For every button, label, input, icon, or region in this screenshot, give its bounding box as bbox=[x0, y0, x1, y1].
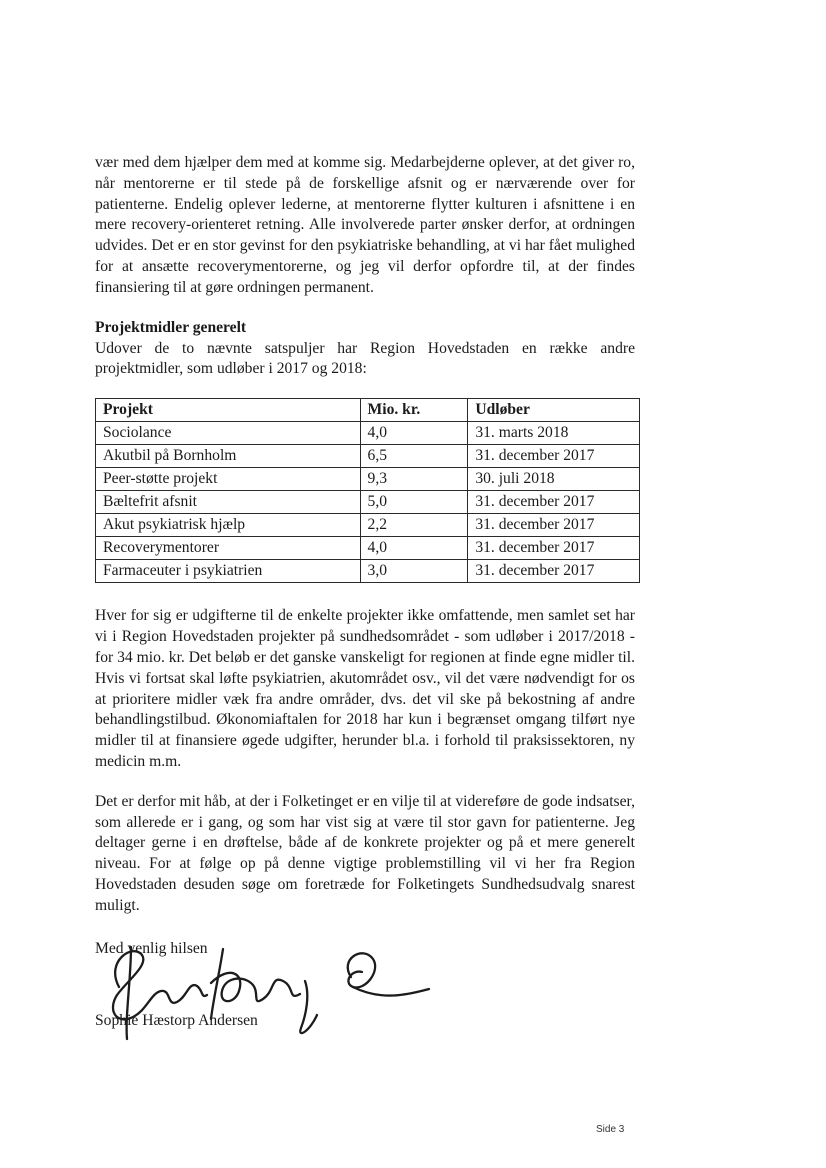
cell-project: Farmaceuter i psykiatrien bbox=[96, 560, 361, 583]
cell-project: Recoverymentorer bbox=[96, 537, 361, 560]
signature-name: Sophie Hæstorp Andersen bbox=[95, 1012, 258, 1030]
projects-table bbox=[95, 398, 640, 583]
paragraph-1: vær med dem hjælper dem med at komme sig. Medarbejderne oplever, at det giver ro, når mentorerne er til stede på de forskellige afsnit og er nærværende over for patienterne. Endelig oplever lederne, at mentorerne flytter kulturen i afsnittene i en mere recovery-orienteret retning. Alle involverede parter ønsker derfor, at ordningen udvides. Det er en stor gevinst for den psykiatriske behandling, at vi har fået mulighed for at ansætte recoverymentorerne, og jeg vil derfor opfordre til, at der findes finansiering til at gøre ordningen permanent. bbox=[95, 154, 635, 296]
column-header-mio-kr: Mio. kr. bbox=[360, 399, 468, 422]
cell-amount: 4,0 bbox=[360, 537, 468, 560]
table-row bbox=[96, 514, 640, 537]
table-row bbox=[96, 468, 640, 491]
closing-salutation: Med venlig hilsen bbox=[95, 939, 208, 957]
cell-project: Bæltefrit afsnit bbox=[96, 491, 361, 514]
table-row bbox=[96, 491, 640, 514]
cell-amount: 4,0 bbox=[360, 422, 468, 445]
paragraph-2: Hver for sig er udgifterne til de enkelte projekter ikke omfattende, men samlet set har vi i Region Hovedstaden projekter på sundhedsområdet - som udløber i 2017/2018 - for 34 mio. kr. Det beløb er det ganske vanskeligt for regionen at finde egne midler til. Hvis vi fortsat skal løfte psykiatrien, akutområdet osv., vil det være nødvendigt for os at prioritere midler væk fra andre områder, dvs. det vil ske på bekostning af andre behandlingstilbud. Økonomiaftalen for 2018 har kun i begrænset omgang tilført nye midler til at finansiere øgede udgifter, herunder bl.a. i forhold til praksissektoren, ny medicin m.m. bbox=[95, 607, 635, 770]
cell-expiry: 31. december 2017 bbox=[468, 491, 640, 514]
cell-project: Peer-støtte projekt bbox=[96, 468, 361, 491]
paragraph-3: Det er derfor mit håb, at der i Folketinget er en vilje til at videreføre de gode indsatser, som allerede er i gang, og som har vist sig at være til stor gavn for patienterne. Jeg deltager gerne i en drøftelse, både af de konkrete projekter og på et mere generelt niveau. For at følge op på denne vigtige problemstilling vil vi her fra Region Hovedstaden desuden søge om foretræde for Folketingets Sundhedsudvalg snarest muligt. bbox=[95, 792, 635, 914]
cell-expiry: 30. juli 2018 bbox=[468, 468, 640, 491]
cell-expiry: 31. december 2017 bbox=[468, 445, 640, 468]
table-row bbox=[96, 537, 640, 560]
cell-expiry: 31. december 2017 bbox=[468, 560, 640, 583]
column-header-projekt: Projekt bbox=[96, 399, 361, 422]
section-heading: Projektmidler generelt bbox=[95, 318, 247, 336]
cell-expiry: 31. december 2017 bbox=[468, 537, 640, 560]
closing-block bbox=[95, 939, 635, 1033]
cell-project: Akutbil på Bornholm bbox=[96, 445, 361, 468]
cell-expiry: 31. december 2017 bbox=[468, 514, 640, 537]
table-intro-paragraph: Udover de to nævnte satspuljer har Region Hovedstaden en række andre projektmidler, som udløber i 2017 og 2018: bbox=[95, 339, 635, 378]
cell-project: Akut psykiatrisk hjælp bbox=[96, 514, 361, 537]
page-number: Side 3 bbox=[596, 1124, 625, 1135]
cell-amount: 3,0 bbox=[360, 560, 468, 583]
column-header-udlober: Udløber bbox=[468, 399, 640, 422]
table-row bbox=[96, 445, 640, 468]
table-header-row bbox=[96, 399, 640, 422]
table-row bbox=[96, 422, 640, 445]
cell-amount: 6,5 bbox=[360, 445, 468, 468]
cell-project: Sociolance bbox=[96, 422, 361, 445]
letter-body bbox=[95, 153, 635, 1032]
cell-amount: 2,2 bbox=[360, 514, 468, 537]
cell-amount: 5,0 bbox=[360, 491, 468, 514]
cell-expiry: 31. marts 2018 bbox=[468, 422, 640, 445]
table-row bbox=[96, 560, 640, 583]
cell-amount: 9,3 bbox=[360, 468, 468, 491]
